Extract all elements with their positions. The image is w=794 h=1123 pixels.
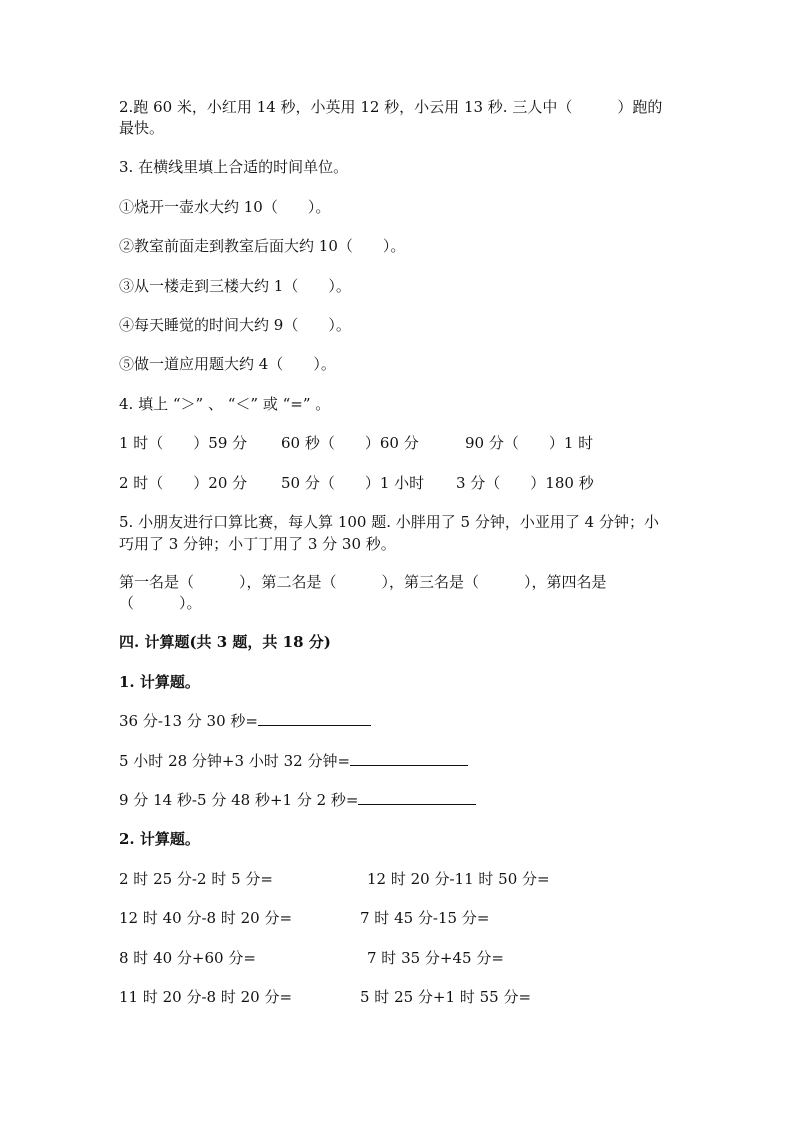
q4-row1-col2: 60 秒（ ）60 分: [281, 434, 419, 452]
q4-row1-col1: 1 时（ ）59 分: [119, 434, 248, 452]
answer-blank[interactable]: [358, 790, 476, 805]
q4-title: 4. 填上 “＞” 、 “＜” 或 “=” 。: [119, 395, 331, 413]
q3-item-1: ①烧开一壶水大约 10（ ）。: [119, 198, 331, 216]
q5-answer-line1: 第一名是（ ），第二名是（ ），第三名是（ ），第四名是: [119, 573, 607, 591]
calc1-item-3: [119, 790, 476, 810]
answer-blank[interactable]: [258, 711, 371, 726]
q4-row2-col1: 2 时（ ）20 分: [119, 474, 248, 492]
q4-row2-col2: 50 分（ ）1 小时: [281, 474, 425, 492]
calc1-item-2-text: 5 小时 28 分钟+3 小时 32 分钟=: [119, 752, 351, 770]
section4-title: 四. 计算题(共 3 题，共 18 分): [119, 633, 331, 651]
q4-row1-col3: 90 分（ ）1 时: [465, 434, 594, 452]
calc2-left-2: 12 时 40 分-8 时 20 分=: [119, 909, 293, 927]
calc1-item-3-text: 9 分 14 秒-5 分 48 秒+1 分 2 秒=: [119, 791, 359, 809]
calc2-right-3: 7 时 35 分+45 分=: [367, 949, 504, 967]
q5-line2: 巧用了 3 分钟；小丁丁用了 3 分 30 秒。: [119, 535, 396, 553]
q5-line1: 5. 小朋友进行口算比赛，每人算 100 题. 小胖用了 5 分钟，小亚用了 4 分钟；小: [119, 513, 659, 531]
calc2-left-4: 11 时 20 分-8 时 20 分=: [119, 988, 293, 1006]
calc1-title: 1. 计算题。: [119, 673, 200, 691]
calc1-item-1-text: 36 分-13 分 30 秒=: [119, 712, 258, 730]
q2-line2: 最快。: [119, 119, 165, 137]
q3-item-4: ④每天睡觉的时间大约 9（ ）。: [119, 316, 351, 334]
calc1-item-1: [119, 711, 371, 731]
q3-title: 3. 在横线里填上合适的时间单位。: [119, 158, 349, 176]
calc2-right-2: 7 时 45 分-15 分=: [360, 909, 490, 927]
calc2-left-3: 8 时 40 分+60 分=: [119, 949, 256, 967]
q3-item-5: ⑤做一道应用题大约 4（ ）。: [119, 355, 336, 373]
answer-blank[interactable]: [350, 751, 468, 766]
calc2-left-1: 2 时 25 分-2 时 5 分=: [119, 870, 273, 888]
q5-answer-line2: （ ）。: [119, 594, 202, 612]
calc2-title: 2. 计算题。: [119, 830, 200, 848]
calc2-right-1: 12 时 20 分-11 时 50 分=: [367, 870, 550, 888]
q2-line1: 2.跑 60 米，小红用 14 秒，小英用 12 秒，小云用 13 秒. 三人中（ ）跑的: [119, 98, 663, 116]
q3-item-2: ②教室前面走到教室后面大约 10（ ）。: [119, 237, 406, 255]
q4-row2-col3: 3 分（ ）180 秒: [456, 474, 594, 492]
calc1-item-2: [119, 751, 468, 771]
calc2-right-4: 5 时 25 分+1 时 55 分=: [360, 988, 532, 1006]
q3-item-3: ③从一楼走到三楼大约 1（ ）。: [119, 277, 351, 295]
